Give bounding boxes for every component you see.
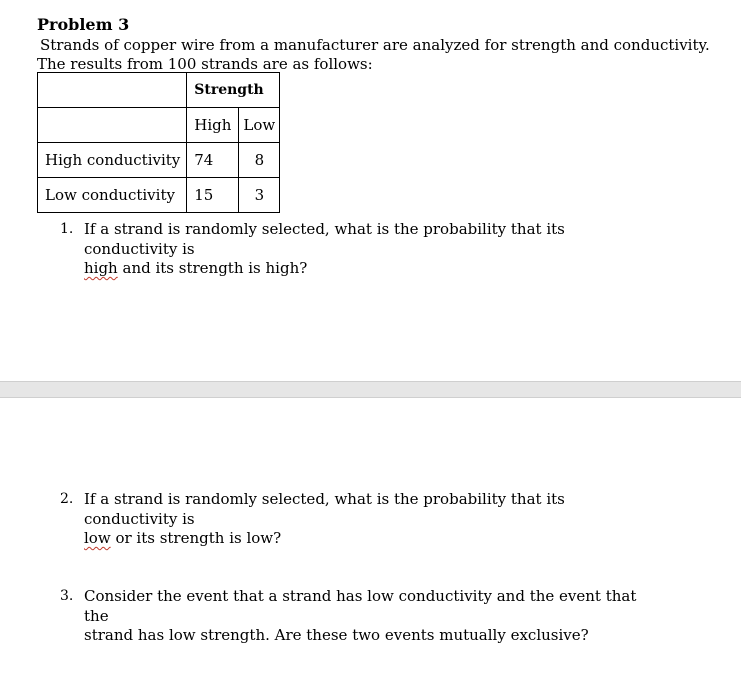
question-1 [57,220,657,279]
col-header-low: Low [239,108,280,143]
col-header-high: High [187,108,239,143]
question-number: 2. [60,491,74,507]
question-list-1 [57,220,657,279]
spellcheck-flagged-word[interactable]: high [84,259,118,277]
cell-low-high: 15 [187,178,239,213]
question-text-end: or its strength is low? [110,529,282,547]
question-number: 1. [60,221,74,237]
table-row [38,143,280,178]
question-3 [57,587,657,646]
table-row [38,108,280,143]
intro-line-1: Strands of copper wire from a manufacturer are analyzed for strength and conductivity. [40,36,710,54]
row-label-low-conductivity: Low conductivity [38,178,187,213]
cell-high-low: 8 [239,143,280,178]
problem-intro [37,36,717,74]
cell-low-low: 3 [239,178,280,213]
question-text-end: and its strength is high? [117,259,308,277]
question-list-2 [57,490,657,549]
spellcheck-flagged-word[interactable]: low [84,529,111,547]
page-break-divider [0,381,741,398]
table-row [38,73,280,108]
strength-header: Strength [187,73,280,108]
cell-high-high: 74 [187,143,239,178]
table-blank-cell [38,108,187,143]
question-text: If a strand is randomly selected, what is the probability that its conductivity is [84,220,565,258]
question-text: If a strand is randomly selected, what is the probability that its conductivity is [84,490,565,528]
contingency-table [37,72,280,213]
row-label-high-conductivity: High conductivity [38,143,187,178]
question-text-line-2: strand has low strength. Are these two events mutually exclusive? [84,626,589,644]
question-list-3 [57,587,657,646]
problem-title: Problem 3 [37,15,130,34]
table-row [38,178,280,213]
intro-line-2: The results from 100 strands are as follows: [37,55,373,73]
table-corner-cell [38,73,187,108]
question-2 [57,490,657,549]
question-text: Consider the event that a strand has low conductivity and the event that the [84,587,637,625]
question-number: 3. [60,588,74,604]
